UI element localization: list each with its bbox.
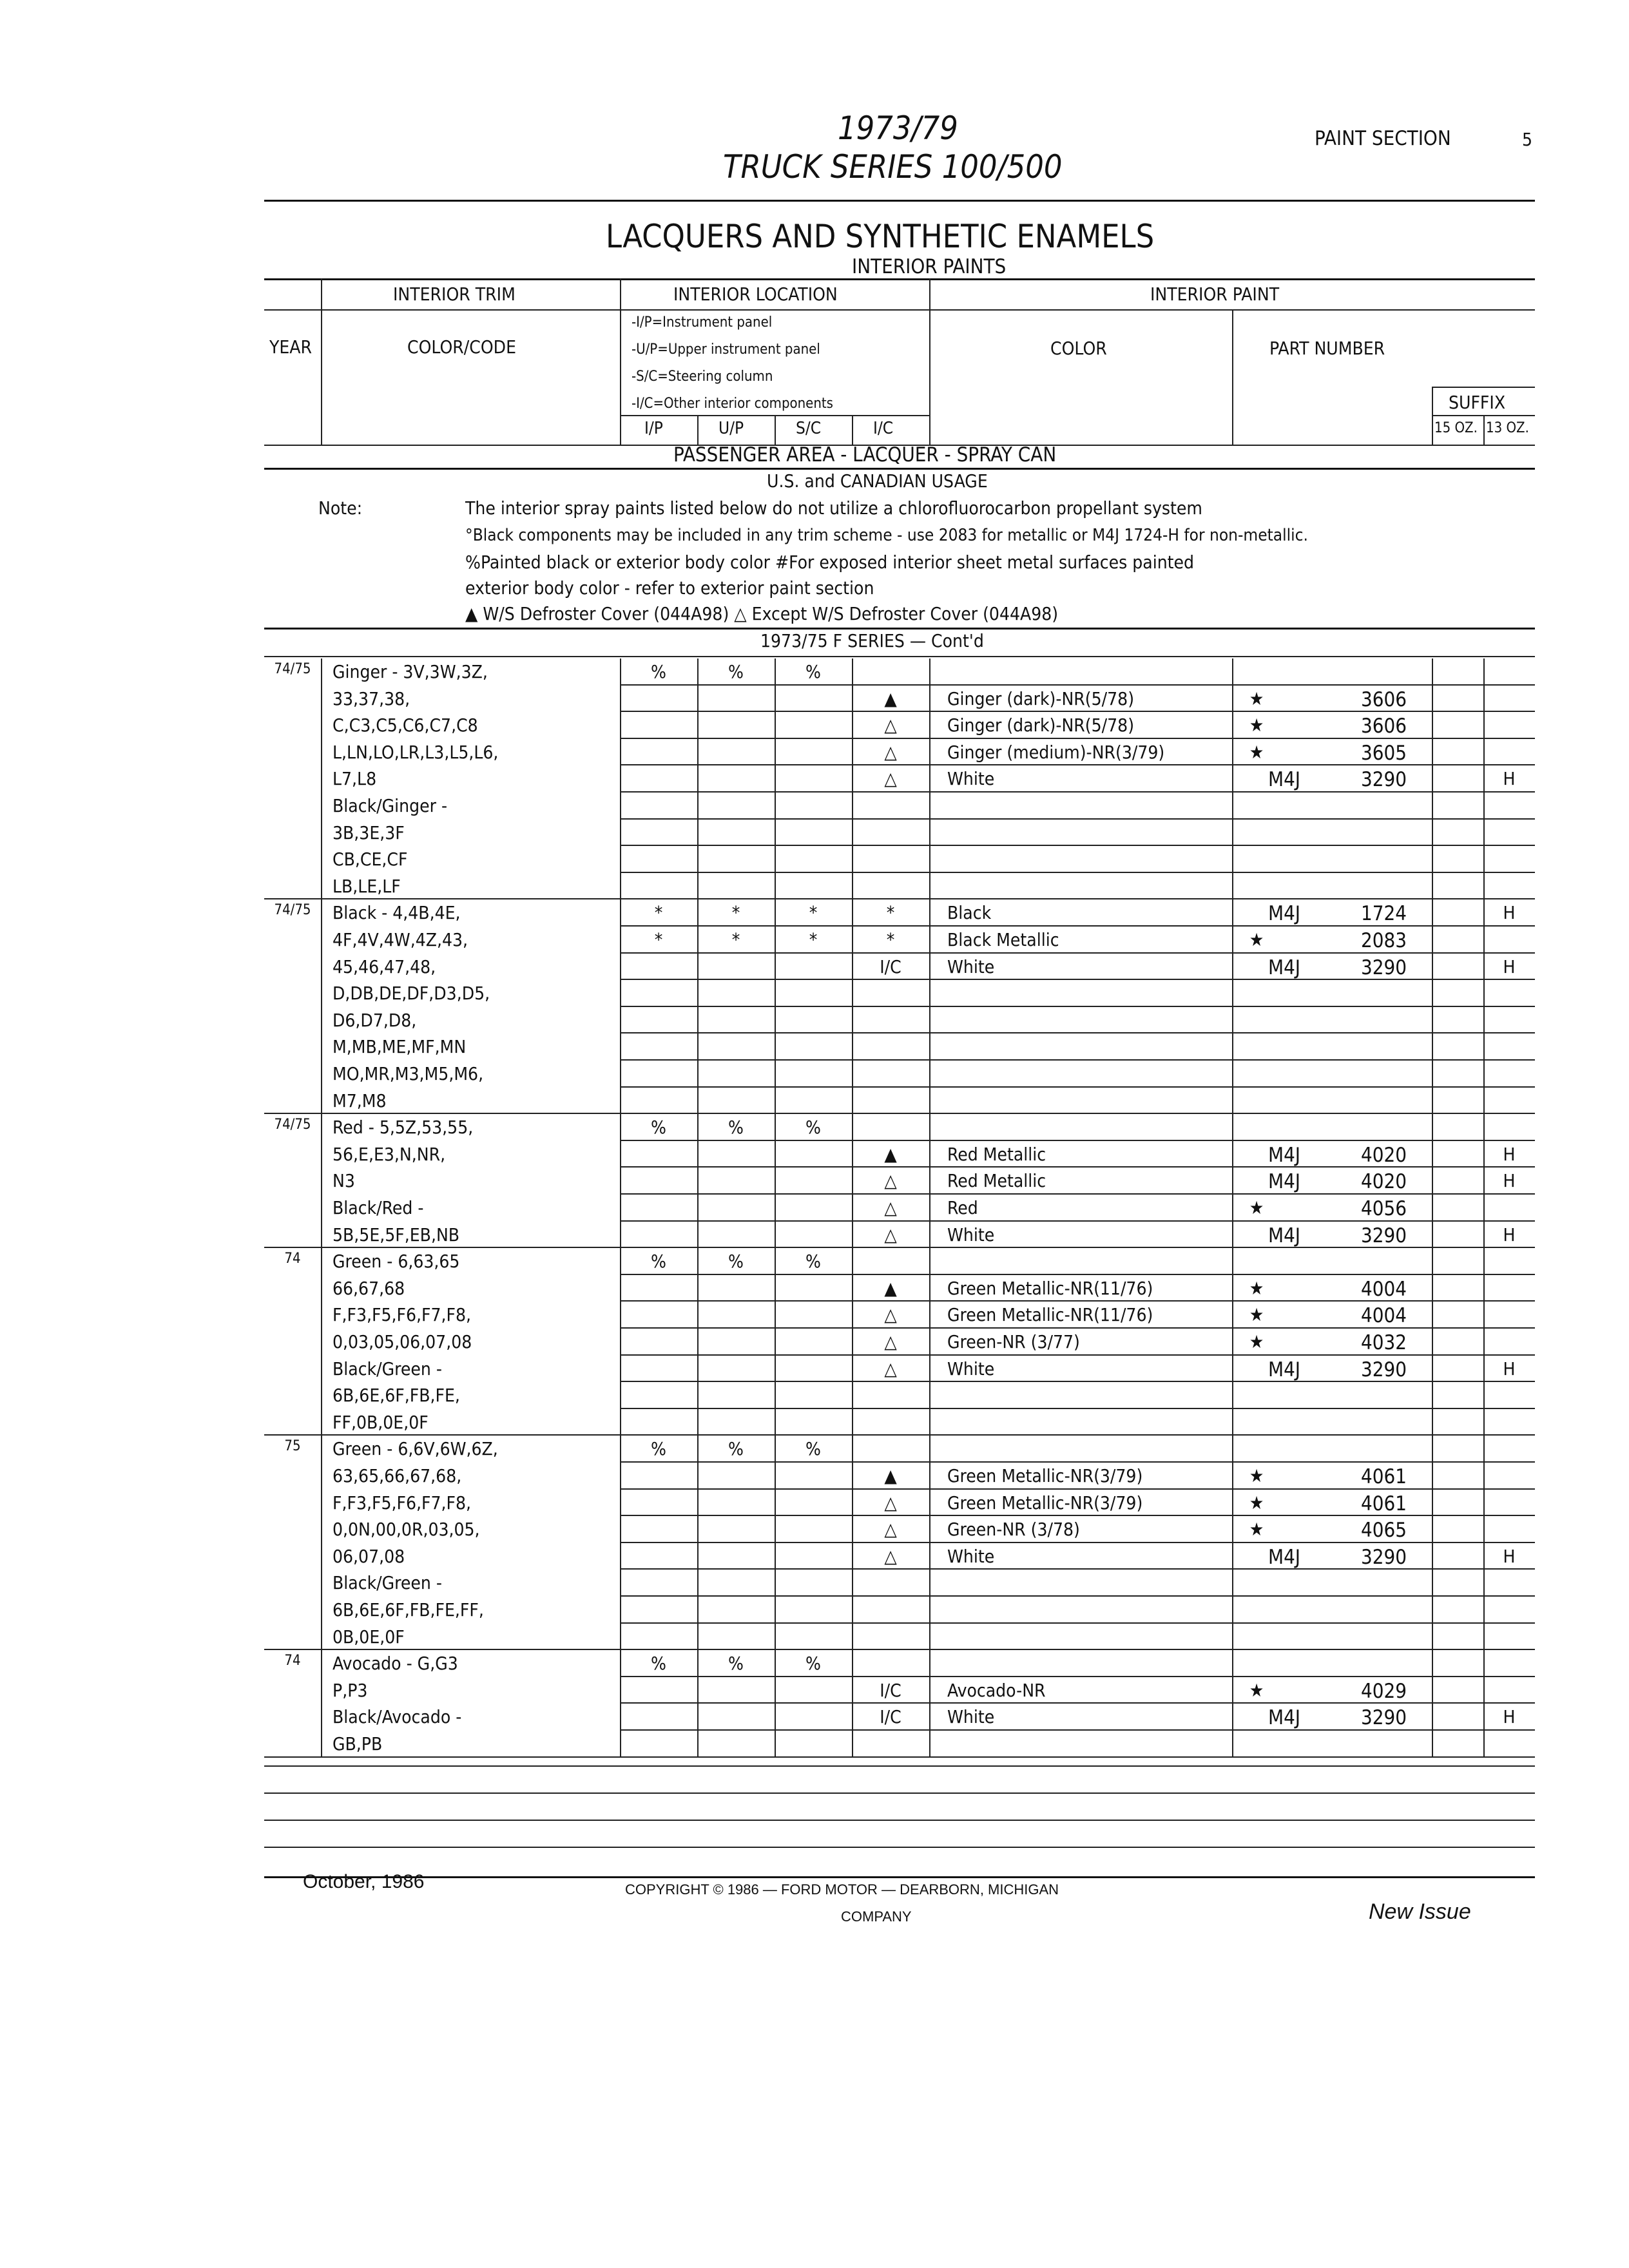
up-cell: * <box>731 902 740 924</box>
suffix-cell: H <box>1503 902 1516 924</box>
star-cell: ★ <box>1249 687 1264 709</box>
star-cell: ★ <box>1249 1679 1264 1701</box>
location-legend-ic: -I/C=Other interior components <box>631 396 833 412</box>
suffix-cell: H <box>1503 1706 1516 1728</box>
color-cell: Ginger (dark)-NR(5/78) <box>947 687 1135 709</box>
sub-heading: INTERIOR PAINTS <box>852 255 1007 278</box>
ip-cell: % <box>651 1653 666 1675</box>
ic-cell: * <box>886 902 895 924</box>
suffix-cell: H <box>1503 1358 1516 1379</box>
footer-issue: New Issue <box>1369 1899 1471 1924</box>
year-cell: 74 <box>284 1653 301 1669</box>
sc-cell: * <box>809 902 818 924</box>
part-number-cell: 1724 <box>1361 902 1407 926</box>
location-legend-ip: -I/P=Instrument panel <box>631 314 773 331</box>
trim-code-cell: P,P3 <box>333 1679 368 1701</box>
trim-code-cell: Black/Green - <box>333 1358 442 1379</box>
section-label: PAINT SECTION <box>1315 127 1451 150</box>
color-header: COLOR <box>1050 338 1107 359</box>
suffix-header: SUFFIX <box>1449 392 1506 413</box>
part-prefix-cell: M4J <box>1268 1545 1301 1569</box>
star-cell: ★ <box>1249 715 1264 736</box>
trim-code-cell: 0,03,05,06,07,08 <box>333 1331 472 1352</box>
color-cell: Ginger (medium)-NR(3/79) <box>947 741 1165 763</box>
trim-code-cell: C,C3,C5,C6,C7,C8 <box>333 715 478 736</box>
trim-code-cell: D6,D7,D8, <box>333 1009 417 1031</box>
trim-code-cell: L,LN,LO,LR,L3,L5,L6, <box>333 741 499 763</box>
color-cell: White <box>947 1706 995 1728</box>
color-cell: White <box>947 1545 995 1567</box>
ip-cell: % <box>651 661 666 682</box>
trim-code-cell: M,MB,ME,MF,MN <box>333 1036 467 1058</box>
year-cell: 74/75 <box>274 1117 311 1133</box>
trim-code-cell: N3 <box>333 1170 355 1192</box>
part-prefix-cell: M4J <box>1268 1358 1301 1381</box>
part-number-cell: 4056 <box>1361 1197 1407 1220</box>
note-label: Note: <box>318 497 363 519</box>
ip-cell: * <box>654 929 663 950</box>
ic-cell: △ <box>884 1331 897 1352</box>
note-line-5: ▲ W/S Defroster Cover (044A98) △ Except W/S Defroster Cover (044A98) <box>465 603 1059 624</box>
ic-cell: ▲ <box>884 1143 897 1165</box>
star-cell: ★ <box>1249 1197 1264 1218</box>
year-header: YEAR <box>269 336 313 358</box>
year-cell: 75 <box>284 1438 301 1455</box>
part-number-cell: 4065 <box>1361 1519 1407 1542</box>
trim-code-cell: FF,0B,0E,0F <box>333 1411 429 1433</box>
ic-cell: △ <box>884 741 897 763</box>
ic-cell: △ <box>884 1197 897 1218</box>
sc-cell: % <box>805 1251 821 1273</box>
trim-code-cell: 33,37,38, <box>333 687 410 709</box>
star-cell: ★ <box>1249 1331 1264 1352</box>
suffix-cell: H <box>1503 1170 1516 1192</box>
trim-code-cell: Avocado - G,G3 <box>333 1653 458 1675</box>
sc-cell: % <box>805 1653 821 1675</box>
suffix-cell: H <box>1503 956 1516 977</box>
ip-cell: % <box>651 1251 666 1273</box>
star-cell: ★ <box>1249 1277 1264 1299</box>
part-prefix-cell: M4J <box>1268 1224 1301 1247</box>
ic-cell: △ <box>884 715 897 736</box>
trim-code-cell: Green - 6,6V,6W,6Z, <box>333 1438 498 1460</box>
trim-code-cell: GB,PB <box>333 1733 383 1754</box>
ic-cell: * <box>886 929 895 950</box>
up-cell: % <box>728 1251 744 1273</box>
interior-paint-header: INTERIOR PAINT <box>1150 284 1280 305</box>
trim-code-cell: Black/Ginger - <box>333 795 448 816</box>
trim-code-cell: 06,07,08 <box>333 1545 405 1567</box>
color-cell: Red <box>947 1197 978 1218</box>
note-line-3: %Painted black or exterior body color #For exposed interior sheet metal surfaces painted <box>465 552 1195 573</box>
part-number-cell: 4020 <box>1361 1170 1407 1194</box>
star-cell: ★ <box>1249 741 1264 763</box>
part-number-cell: 4004 <box>1361 1304 1407 1328</box>
note-line-4: exterior body color - refer to exterior paint section <box>465 577 874 599</box>
usage-label: U.S. and CANADIAN USAGE <box>767 470 988 492</box>
part-number-cell: 3606 <box>1361 687 1407 711</box>
ip-cell: % <box>651 1438 666 1460</box>
suffix-cell: H <box>1503 1545 1516 1567</box>
up-cell: % <box>728 661 744 682</box>
part-number-cell: 4061 <box>1361 1492 1407 1515</box>
color-cell: White <box>947 956 995 977</box>
ip-cell: * <box>654 902 663 924</box>
location-legend-sc: -S/C=Steering column <box>631 369 773 385</box>
interior-trim-header: INTERIOR TRIM <box>393 284 516 305</box>
ic-cell: △ <box>884 1224 897 1245</box>
trim-code-cell: 56,E,E3,N,NR, <box>333 1143 446 1165</box>
color-cell: White <box>947 1358 995 1379</box>
color-cell: Green-NR (3/78) <box>947 1519 1080 1541</box>
part-prefix-cell: M4J <box>1268 1143 1301 1167</box>
document-title-series: TRUCK SERIES 100/500 <box>723 148 1063 186</box>
ic-cell: △ <box>884 768 897 790</box>
part-number-cell: 3605 <box>1361 741 1407 765</box>
sc-cell: % <box>805 1117 821 1139</box>
ic-cell: I/C <box>880 956 901 977</box>
color-cell: Ginger (dark)-NR(5/78) <box>947 715 1135 736</box>
color-code-header: COLOR/CODE <box>407 336 516 358</box>
suffix-13oz-header: 13 OZ. <box>1486 420 1529 436</box>
trim-code-cell: Black/Red - <box>333 1197 424 1218</box>
trim-code-cell: 4F,4V,4W,4Z,43, <box>333 929 468 950</box>
part-number-cell: 4032 <box>1361 1331 1407 1354</box>
ic-cell: △ <box>884 1492 897 1514</box>
note-line-1: The interior spray paints listed below do not utilize a chlorofluorocarbon propellant system <box>465 497 1202 519</box>
year-cell: 74 <box>284 1251 301 1267</box>
ic-cell: I/C <box>880 1679 901 1701</box>
trim-code-cell: MO,MR,M3,M5,M6, <box>333 1063 484 1084</box>
part-prefix-cell: M4J <box>1268 1706 1301 1730</box>
up-cell: % <box>728 1117 744 1139</box>
sc-cell: % <box>805 661 821 682</box>
color-cell: Green Metallic-NR(3/79) <box>947 1492 1143 1514</box>
trim-code-cell: F,F3,F5,F6,F7,F8, <box>333 1304 472 1326</box>
suffix-cell: H <box>1503 1143 1516 1165</box>
ic-cell: ▲ <box>884 687 897 709</box>
color-cell: Red Metallic <box>947 1170 1046 1192</box>
trim-code-cell: Red - 5,5Z,53,55, <box>333 1117 474 1139</box>
header-rule <box>264 200 1535 202</box>
part-number-cell: 3606 <box>1361 715 1407 738</box>
trim-code-cell: 5B,5E,5F,EB,NB <box>333 1224 460 1245</box>
color-cell: Green Metallic-NR(3/79) <box>947 1465 1143 1486</box>
sc-cell: * <box>809 929 818 950</box>
suffix-15oz-header: 15 OZ. <box>1434 420 1478 436</box>
year-cell: 74/75 <box>274 661 311 677</box>
interior-location-header: INTERIOR LOCATION <box>673 284 838 305</box>
trim-code-cell: M7,M8 <box>333 1090 387 1111</box>
area-title: PASSENGER AREA - LACQUER - SPRAY CAN <box>673 443 1057 466</box>
color-cell: Black Metallic <box>947 929 1059 950</box>
color-cell: White <box>947 768 995 790</box>
up-col-header: U/P <box>718 419 744 438</box>
part-number-cell: 4029 <box>1361 1679 1407 1703</box>
trim-code-cell: Green - 6,63,65 <box>333 1251 460 1273</box>
up-cell: % <box>728 1438 744 1460</box>
part-prefix-cell: M4J <box>1268 902 1301 926</box>
trim-code-cell: D,DB,DE,DF,D3,D5, <box>333 983 490 1004</box>
color-cell: Avocado-NR <box>947 1679 1046 1701</box>
trim-code-cell: 3B,3E,3F <box>333 822 405 843</box>
part-number-cell: 4020 <box>1361 1143 1407 1167</box>
part-number-cell: 3290 <box>1361 1706 1407 1730</box>
color-cell: Green-NR (3/77) <box>947 1331 1080 1352</box>
document-title-year: 1973/79 <box>838 110 958 147</box>
part-number-cell: 3290 <box>1361 768 1407 792</box>
up-cell: % <box>728 1653 744 1675</box>
trim-code-cell: 0,0N,00,0R,03,05, <box>333 1519 480 1541</box>
color-cell: Black <box>947 902 992 924</box>
trim-code-cell: CB,CE,CF <box>333 849 408 870</box>
ip-col-header: I/P <box>644 419 663 438</box>
color-cell: Green Metallic-NR(11/76) <box>947 1304 1153 1326</box>
ic-cell: △ <box>884 1358 897 1379</box>
part-prefix-cell: M4J <box>1268 956 1301 979</box>
suffix-cell: H <box>1503 1224 1516 1245</box>
footer-copyright-company: COMPANY <box>841 1908 912 1925</box>
trim-code-cell: LB,LE,LF <box>333 875 401 897</box>
trim-code-cell: L7,L8 <box>333 768 377 790</box>
part-prefix-cell: M4J <box>1268 768 1301 792</box>
part-number-cell: 3290 <box>1361 956 1407 979</box>
star-cell: ★ <box>1249 1465 1264 1486</box>
sc-cell: % <box>805 1438 821 1460</box>
trim-code-cell: 45,46,47,48, <box>333 956 436 977</box>
footer-date: October, 1986 <box>303 1871 425 1892</box>
star-cell: ★ <box>1249 929 1264 950</box>
color-cell: White <box>947 1224 995 1245</box>
part-number-header: PART NUMBER <box>1269 338 1385 359</box>
part-number-cell: 3290 <box>1361 1358 1407 1381</box>
ic-cell: ▲ <box>884 1465 897 1486</box>
trim-code-cell: Black/Green - <box>333 1572 442 1594</box>
ip-cell: % <box>651 1117 666 1139</box>
ic-cell: △ <box>884 1170 897 1192</box>
series-title: 1973/75 F SERIES — Cont'd <box>760 630 984 651</box>
suffix-cell: H <box>1503 768 1516 790</box>
footer-copyright: COPYRIGHT © 1986 — FORD MOTOR — DEARBORN, MICHIGAN <box>625 1881 1059 1898</box>
up-cell: * <box>731 929 740 950</box>
trim-code-cell: 0B,0E,0F <box>333 1626 405 1648</box>
star-cell: ★ <box>1249 1492 1264 1514</box>
ic-cell: ▲ <box>884 1277 897 1299</box>
color-cell: Red Metallic <box>947 1143 1046 1165</box>
main-heading: LACQUERS AND SYNTHETIC ENAMELS <box>606 218 1155 255</box>
location-legend-up: -U/P=Upper instrument panel <box>631 341 820 358</box>
part-number-cell: 2083 <box>1361 929 1407 952</box>
part-prefix-cell: M4J <box>1268 1170 1301 1194</box>
trim-code-cell: 63,65,66,67,68, <box>333 1465 462 1486</box>
trim-code-cell: F,F3,F5,F6,F7,F8, <box>333 1492 472 1514</box>
color-cell: Green Metallic-NR(11/76) <box>947 1277 1153 1299</box>
trim-code-cell: Black - 4,4B,4E, <box>333 902 461 924</box>
part-number-cell: 3290 <box>1361 1545 1407 1569</box>
sc-col-header: S/C <box>796 419 822 438</box>
trim-code-cell: 6B,6E,6F,FB,FE,FF, <box>333 1599 484 1620</box>
ic-cell: I/C <box>880 1706 901 1728</box>
ic-cell: △ <box>884 1545 897 1567</box>
ic-col-header: I/C <box>873 419 894 438</box>
trim-code-cell: Ginger - 3V,3W,3Z, <box>333 661 488 682</box>
part-number-cell: 3290 <box>1361 1224 1407 1247</box>
trim-code-cell: 6B,6E,6F,FB,FE, <box>333 1385 460 1407</box>
trim-code-cell: 66,67,68 <box>333 1277 405 1299</box>
year-cell: 74/75 <box>274 902 311 919</box>
page-number: 5 <box>1522 129 1533 150</box>
part-number-cell: 4061 <box>1361 1465 1407 1488</box>
note-line-2: °Black components may be included in any trim scheme - use 2083 for metallic or M4J 1724-H for non-metallic. <box>465 526 1308 545</box>
trim-code-cell: Black/Avocado - <box>333 1706 462 1728</box>
ic-cell: △ <box>884 1304 897 1326</box>
star-cell: ★ <box>1249 1519 1264 1541</box>
star-cell: ★ <box>1249 1304 1264 1326</box>
part-number-cell: 4004 <box>1361 1277 1407 1301</box>
ic-cell: △ <box>884 1519 897 1541</box>
